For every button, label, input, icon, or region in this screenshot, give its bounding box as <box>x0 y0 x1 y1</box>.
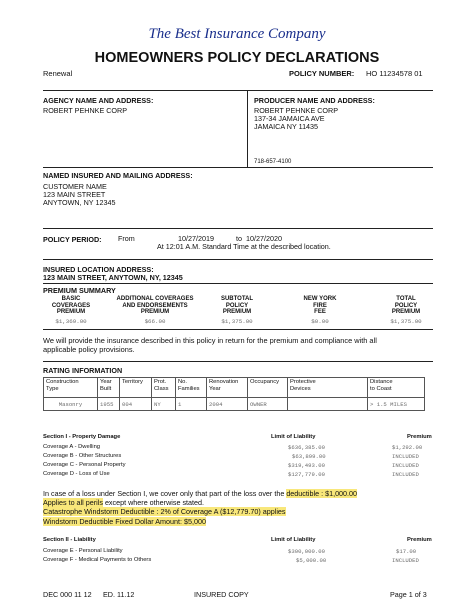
rating-header-cell: Prot. Class <box>152 378 176 398</box>
policy-number-label: POLICY NUMBER: <box>289 69 355 78</box>
period-from-date: 10/27/2019 <box>178 234 214 243</box>
period-to-date: 10/27/2020 <box>246 234 282 243</box>
producer-name: ROBERT PEHNKE CORP <box>254 106 339 115</box>
divider <box>43 259 433 260</box>
premium-col-total: TOTAL POLICY PREMIUM <box>391 296 421 316</box>
windstorm-fixed-deductible: Windstorm Deductible Fixed Dollar Amount: $5,000 <box>43 517 206 526</box>
rating-header-cell: Construction Type <box>44 378 98 398</box>
rating-families: 1 <box>176 398 207 411</box>
period-time-note: At 12:01 A.M. Standard Time at the described location. <box>157 242 331 251</box>
premium-additional-value: $66.00 <box>144 318 166 325</box>
section-1-limit-header: Limit of Liability <box>271 434 316 440</box>
company-name: The Best Insurance Company <box>148 26 326 42</box>
premium-col-subtotal: SUBTOTAL POLICY PREMIUM <box>220 296 254 316</box>
coverage-b-limit: $63,899.00 <box>292 453 326 460</box>
rating-header-cell: Renovation Year <box>207 378 248 398</box>
coverage-e-premium: $17.00 <box>396 548 417 555</box>
deductible-amount: deductible : $1,000.00 <box>286 489 358 498</box>
rating-header-row <box>44 378 425 398</box>
named-insured-label: NAMED INSURED AND MAILING ADDRESS: <box>43 171 193 180</box>
premium-total-value: $1,375.00 <box>390 318 422 325</box>
rating-information-label: RATING INFORMATION <box>43 366 123 375</box>
coverage-a-limit: $636,385.00 <box>288 444 325 451</box>
coverage-b-name: Coverage B - Other Structures <box>43 453 122 459</box>
rating-prot-class: NY <box>152 398 176 411</box>
coverage-b-premium: INCLUDED <box>392 453 419 460</box>
period-from-label: From <box>118 234 135 243</box>
premium-basic-value: $1,369.00 <box>55 318 87 325</box>
rating-table <box>43 377 425 411</box>
producer-city: JAMAICA NY 11435 <box>254 122 319 131</box>
rating-header-cell: Territory <box>120 378 152 398</box>
document-title: HOMEOWNERS POLICY DECLARATIONS <box>94 50 380 66</box>
page-indicator: Page 1 of 3 <box>390 590 427 599</box>
insured-location-label: INSURED LOCATION ADDRESS: <box>43 265 154 274</box>
section-2-premium-header: Premium <box>407 537 432 543</box>
statement-line-2: applicable policy provisions. <box>43 345 135 354</box>
rating-value-row <box>44 398 425 411</box>
premium-summary-label: PREMIUM SUMMARY <box>43 286 116 295</box>
divider <box>43 361 433 362</box>
rating-construction-type: Masonry <box>44 398 98 411</box>
coverage-d-premium: INCLUDED <box>392 471 419 478</box>
producer-phone: 718-657-4100 <box>254 159 292 165</box>
rating-year-built: 1955 <box>98 398 120 411</box>
coverage-c-premium: INCLUDED <box>392 462 419 469</box>
rating-header-cell: Protective Devices <box>288 378 368 398</box>
form-number: DEC 000 11 12 <box>43 590 92 599</box>
rating-protective-devices <box>288 398 368 411</box>
coverage-d-limit: $127,779.00 <box>288 471 325 478</box>
policy-number: HO 11234578 01 <box>366 69 423 78</box>
premium-ny-fee-value: $0.00 <box>311 318 329 325</box>
premium-col-basic: BASIC COVERAGES PREMIUM <box>51 296 91 316</box>
rating-renovation-year: 2004 <box>207 398 248 411</box>
agency-label: AGENCY NAME AND ADDRESS: <box>43 96 154 105</box>
coverage-d-name: Coverage D - Loss of Use <box>43 471 110 477</box>
insured-location-address: 123 MAIN STREET, ANYTOWN, NY, 12345 <box>43 273 183 282</box>
section-2-limit-header: Limit of Liability <box>271 537 316 543</box>
coverage-f-premium: INCLUDED <box>392 557 419 564</box>
premium-col-ny-fee: NEW YORK FIRE FEE <box>303 296 337 316</box>
insured-name: CUSTOMER NAME <box>43 182 107 191</box>
coverage-f-name: Coverage F - Medical Payments to Others <box>43 557 152 563</box>
premium-col-additional: ADDITIONAL COVERAGES AND ENDORSEMENTS PREMIUM <box>116 296 194 316</box>
copy-type: INSURED COPY <box>194 590 249 599</box>
column-divider <box>247 91 248 167</box>
deductible-applies-all-perils: Applies to all perils <box>43 498 103 507</box>
rating-territory: 004 <box>120 398 152 411</box>
policy-period-label: POLICY PERIOD: <box>43 235 102 244</box>
coverage-c-name: Coverage C - Personal Property <box>43 462 126 468</box>
insured-street: 123 MAIN STREET <box>43 190 106 199</box>
rating-distance-to-coast: > 1.5 MILES <box>368 398 425 411</box>
section-2-label: Section II - Liability <box>43 537 96 543</box>
statement-line-1: We will provide the insurance described in this policy in return for the premium and compliance with all <box>43 336 377 345</box>
form-edition: ED. 11.12 <box>103 590 135 599</box>
premium-subtotal-value: $1,375.00 <box>221 318 253 325</box>
deductible-line-2: Applies to all perils except where otherwise stated. <box>43 498 205 507</box>
coverage-a-name: Coverage A - Dwelling <box>43 444 101 450</box>
rating-occupancy: OWNER <box>248 398 288 411</box>
rating-header-cell: Occupancy <box>248 378 288 398</box>
divider <box>43 167 433 168</box>
section-1-label: Section I - Property Damage <box>43 434 121 440</box>
catastrophe-windstorm-deductible: Catastrophe Windstorm Deductible : 2% of Coverage A ($12,779.70) applies <box>43 507 286 516</box>
coverage-c-limit: $319,493.00 <box>288 462 325 469</box>
coverage-a-premium: $1,292.00 <box>392 444 423 451</box>
rating-header-cell: Year Built <box>98 378 120 398</box>
coverage-e-name: Coverage E - Personal Liability <box>43 548 123 554</box>
insured-city: ANYTOWN, NY 12345 <box>43 198 116 207</box>
coverage-f-limit: $5,000.00 <box>296 557 327 564</box>
period-to-label: to <box>236 234 242 243</box>
coverage-e-limit: $300,000.00 <box>288 548 325 555</box>
producer-label: PRODUCER NAME AND ADDRESS: <box>254 96 375 105</box>
divider <box>43 90 433 91</box>
rating-header-cell: No. Families <box>176 378 207 398</box>
section-1-premium-header: Premium <box>407 434 432 440</box>
producer-street: 137-34 JAMAICA AVE <box>254 114 325 123</box>
divider <box>43 329 433 330</box>
divider <box>43 283 433 284</box>
divider <box>43 228 433 229</box>
rating-header-cell: Distance to Coast <box>368 378 425 398</box>
deductible-line-1: In case of a loss under Section I, we cover only that part of the loss over the deductible : $1,000.00 <box>43 489 358 498</box>
renewal-label: Renewal <box>43 69 73 78</box>
agency-name: ROBERT PEHNKE CORP <box>43 106 128 115</box>
